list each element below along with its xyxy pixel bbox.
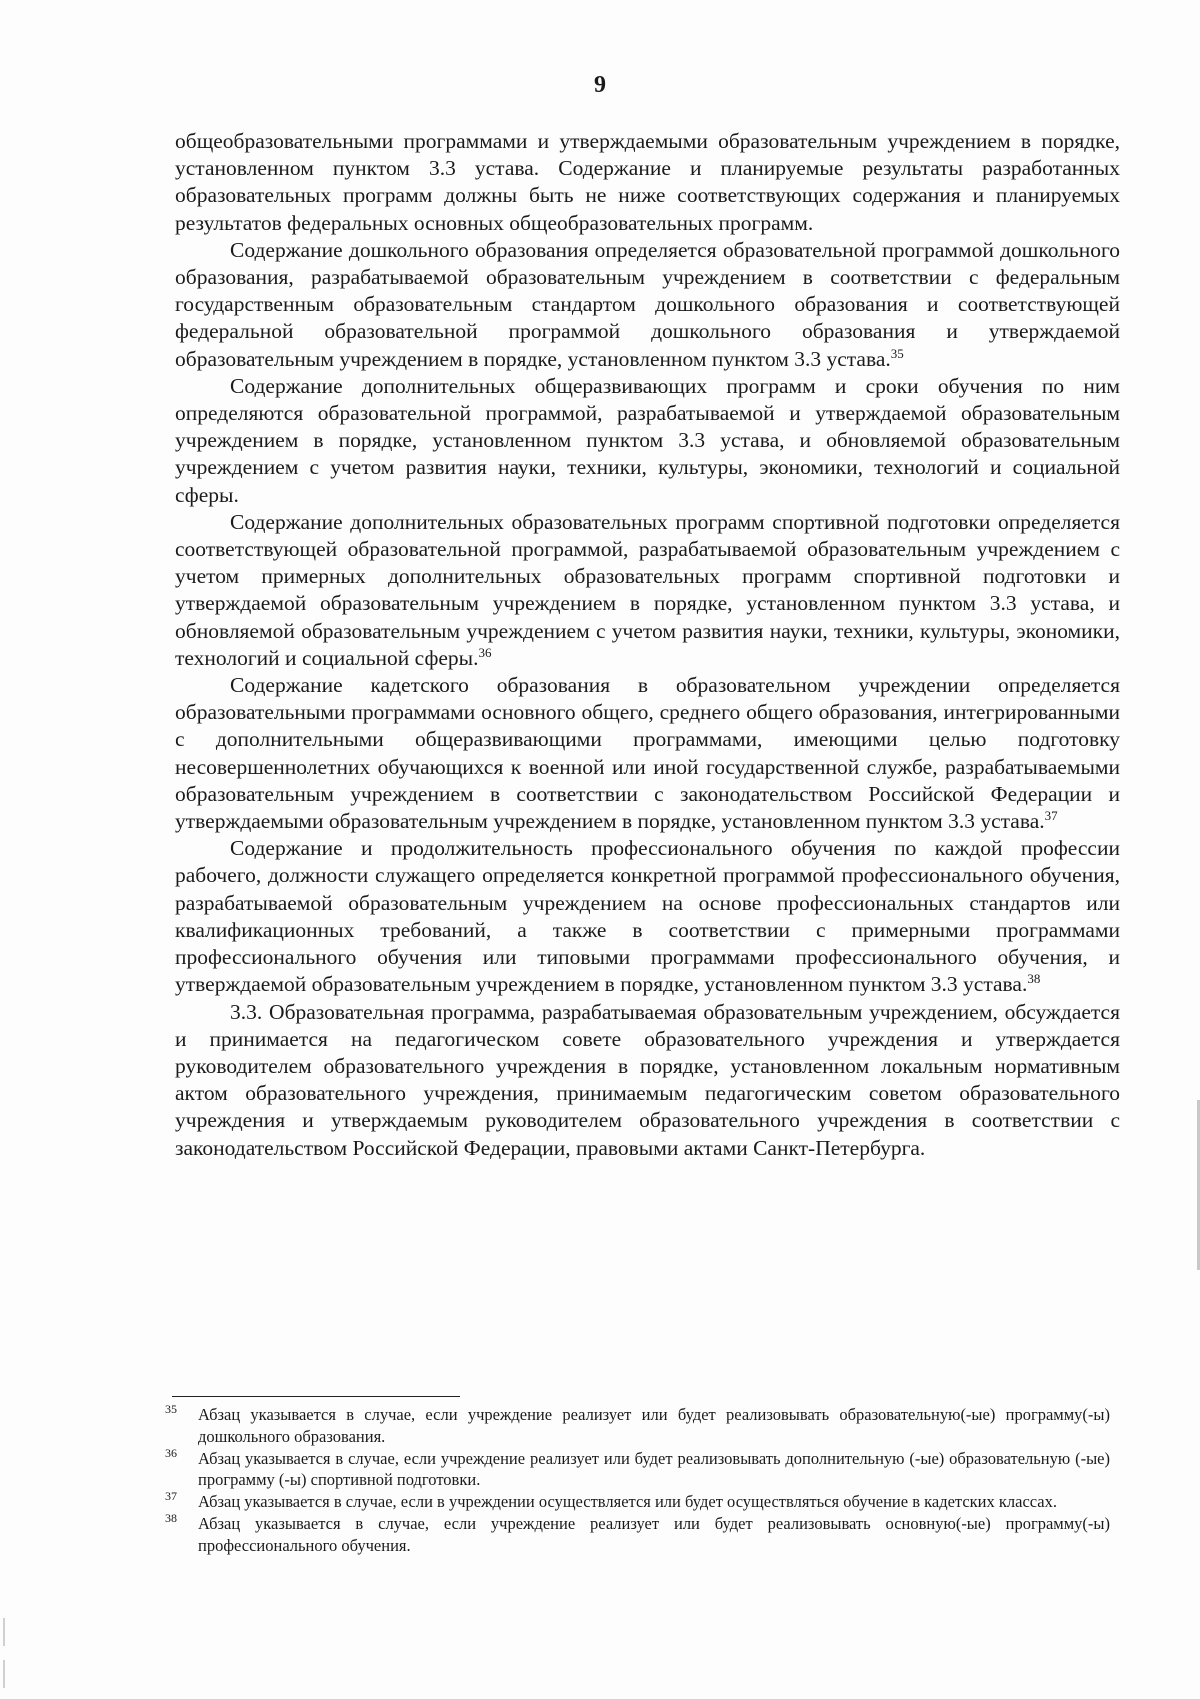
footnote-text: Абзац указывается в случае, если учреждение реализует или будет реализовывать образовательную(-ые) программу(-ы) дошкольного образования.	[198, 1405, 1110, 1446]
paragraph-cadet-education	[175, 672, 1120, 835]
footnote-item	[165, 1445, 1110, 1492]
footnote-number: 38	[165, 1510, 177, 1525]
scan-margin-mark	[3, 1618, 5, 1646]
document-body	[175, 128, 1120, 1162]
paragraph-text: общеобразовательными программами и утверждаемыми образовательным учреждением в порядке, установленном пунктом 3.3 устава. Содержание и планируемые результаты разработанных образовательных программ должны быть не ниже соответствующих содержания и планируемых результатов федеральных основных общеобразовательных программ.	[175, 129, 1120, 235]
footnote-reference[interactable]: 37	[1044, 807, 1058, 823]
paragraph-vocational-training	[175, 835, 1120, 998]
footnotes-section	[165, 1404, 1110, 1557]
footnote-item	[165, 1491, 1110, 1513]
page-number: 9	[594, 72, 606, 98]
footnote-text: Абзац указывается в случае, если учреждение реализует или будет реализовывать дополнительную (-ые) образовательную (-ые) программу (-ы) спортивной подготовки.	[198, 1448, 1110, 1490]
footnote-separator	[172, 1396, 460, 1397]
paragraph-text: Содержание и продолжительность профессионального обучения по каждой профессии рабочего, должности служащего определяется конкретной программой профессионального обучения, разрабатываемой образовательным учреждением на основе профессиональных стандартов или квалификационных требований, а также в соответствии с примерными программами профессионального обучения или типовыми программами профессионального обучения, и утверждаемой образовательным учреждением в порядке, установленном пунктом 3.3 устава.	[175, 836, 1120, 997]
footnote-reference[interactable]: 36	[478, 644, 492, 660]
footnote-number: 36	[165, 1445, 177, 1460]
paragraph-text: 3.3. Образовательная программа, разрабатываемая образовательным учреждением, обсуждается и принимается на педагогическом совете образовательного учреждения и утверждается руководителем образовательного учреждения в порядке, установленном локальным нормативным актом образовательного учреждения, принимаемым педагогическим советом образовательного учреждения и утверждаемым руководителем образовательного учреждения в соответствии с законодательством Российской Федерации, правовыми актами Санкт-Петербурга.	[175, 999, 1120, 1160]
paragraph-text: Содержание дошкольного образования определяется образовательной программой дошкольного образования, разрабатываемой образовательным учреждением в соответствии с федеральным государственным образовательным стандартом дошкольного образования и соответствующей федеральной образовательной программой дошкольного образования и утверждаемой образовательным учреждением в порядке, установленном пунктом 3.3 устава.	[175, 237, 1120, 371]
paragraph-preschool-education	[175, 237, 1120, 373]
paragraph-text: Содержание дополнительных образовательных программ спортивной подготовки определяется соответствующей образовательной программой, разрабатываемой образовательным учреждением с учетом примерных дополнительных образовательных программ спортивной подготовки и утверждаемой образовательным учреждением в порядке, установленном пунктом 3.3 устава, и обновляемой образовательным учреждением с учетом развития науки, техники, культуры, экономики, технологий и социальной сферы.	[175, 509, 1120, 670]
footnote-text: Абзац указывается в случае, если учреждение реализует или будет реализовывать основную(-ые) программу(-ы) профессионального обучения.	[198, 1513, 1110, 1555]
footnote-number: 35	[165, 1402, 177, 1416]
paragraph-continuation	[175, 128, 1120, 237]
paragraph-sports-training-programs	[175, 509, 1120, 672]
footnote-reference[interactable]: 38	[1027, 971, 1041, 987]
footnote-item	[165, 1404, 1110, 1448]
scan-margin-mark	[3, 1660, 5, 1688]
footnote-item	[165, 1510, 1110, 1557]
footnote-number: 37	[165, 1489, 177, 1504]
paragraph-clause-3-3	[175, 999, 1120, 1162]
footnote-reference[interactable]: 35	[890, 345, 904, 361]
paragraph-text: Содержание дополнительных общеразвивающих программ и сроки обучения по ним определяются образовательной программой, разрабатываемой и утверждаемой образовательным учреждением в порядке, установленном пунктом 3.3 устава, и обновляемой образовательным учреждением с учетом развития науки, техники, культуры, экономики, технологий и социальной сферы.	[175, 373, 1120, 507]
paragraph-general-development-programs	[175, 373, 1120, 509]
footnote-text: Абзац указывается в случае, если в учреждении осуществляется или будет осуществляться обучение в кадетских классах.	[198, 1492, 1057, 1512]
paragraph-text: Содержание кадетского образования в образовательном учреждении определяется образовательными программами основного общего, среднего общего образования, интегрированными с дополнительными общеразвивающими программами, имеющими целью подготовку несовершеннолетних обучающихся к военной или иной государственной службе, разрабатываемыми образовательным учреждением в соответствии с законодательством Российской Федерации и утверждаемыми образовательным учреждением в порядке, установленном пунктом 3.3 устава.	[175, 673, 1120, 834]
